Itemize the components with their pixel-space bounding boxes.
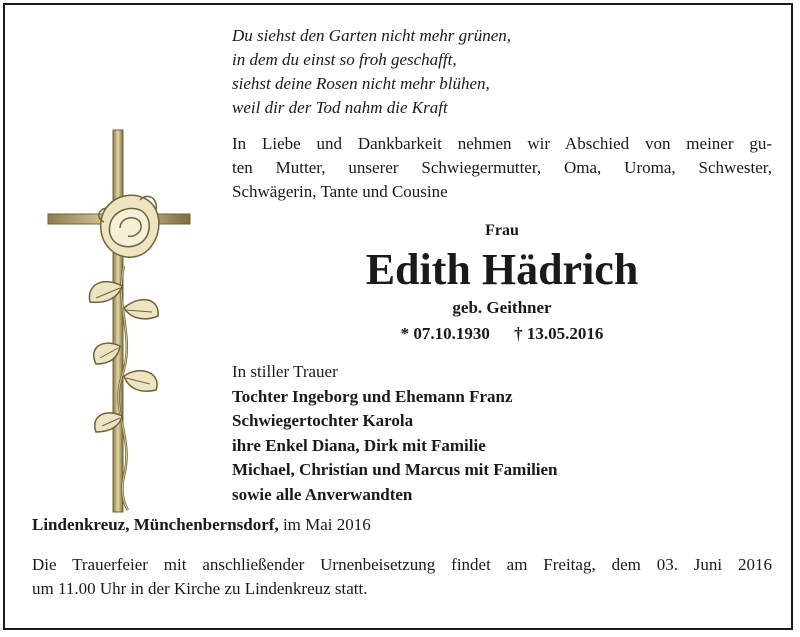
funeral-info bbox=[32, 553, 772, 601]
funeral-line: Die Trauerfeier mit anschließender Urnenbeisetzung findet am Freitag, dem 03. Juni 2016 bbox=[32, 555, 772, 574]
funeral-line: um 11.00 Uhr in der Kirche zu Lindenkreuz statt. bbox=[32, 579, 368, 598]
farewell-line: ten Mutter, unserer Schwiegermutter, Oma, Uroma, Schwester, bbox=[232, 158, 772, 177]
maiden-name: geb. Geithner bbox=[452, 298, 552, 317]
mourner-line: ihre Enkel Diana, Dirk mit Familie bbox=[232, 435, 486, 455]
deceased-name: Edith Hädrich bbox=[365, 245, 639, 294]
poem-line: Du siehst den Garten nicht mehr grünen, bbox=[232, 26, 512, 45]
mourner-line: sowie alle Anverwandten bbox=[232, 484, 413, 504]
cross-with-rose-icon bbox=[44, 126, 194, 521]
mourner-line: Tochter Ingeborg und Ehemann Franz bbox=[232, 386, 513, 406]
place-towns: Lindenkreuz, Münchenbernsdorf, bbox=[32, 515, 279, 534]
mourner-line: Schwiegertochter Karola bbox=[232, 411, 414, 430]
poem-line: siehst deine Rosen nicht mehr blühen, bbox=[232, 74, 490, 93]
poem-line: in dem du einst so froh geschafft, bbox=[232, 50, 457, 69]
farewell-line: In Liebe und Dankbarkeit nehmen wir Abschied von meiner gu- bbox=[232, 134, 772, 153]
birth-date: * 07.10.1930 bbox=[400, 324, 490, 343]
mourner-line: Michael, Christian und Marcus mit Familien bbox=[232, 460, 558, 479]
notice-date: im Mai 2016 bbox=[278, 515, 371, 534]
poem bbox=[232, 24, 511, 120]
farewell-text bbox=[232, 132, 772, 204]
life-dates bbox=[232, 324, 772, 344]
death-date: † 13.05.2016 bbox=[514, 324, 604, 343]
salutation: Frau bbox=[485, 222, 519, 239]
farewell-line: Schwägerin, Tante und Cousine bbox=[232, 182, 448, 201]
mourners-heading: In stiller Trauer bbox=[232, 362, 338, 381]
mourners-list bbox=[232, 360, 558, 507]
poem-line: weil dir der Tod nahm die Kraft bbox=[232, 98, 448, 117]
place-and-date bbox=[32, 515, 371, 535]
